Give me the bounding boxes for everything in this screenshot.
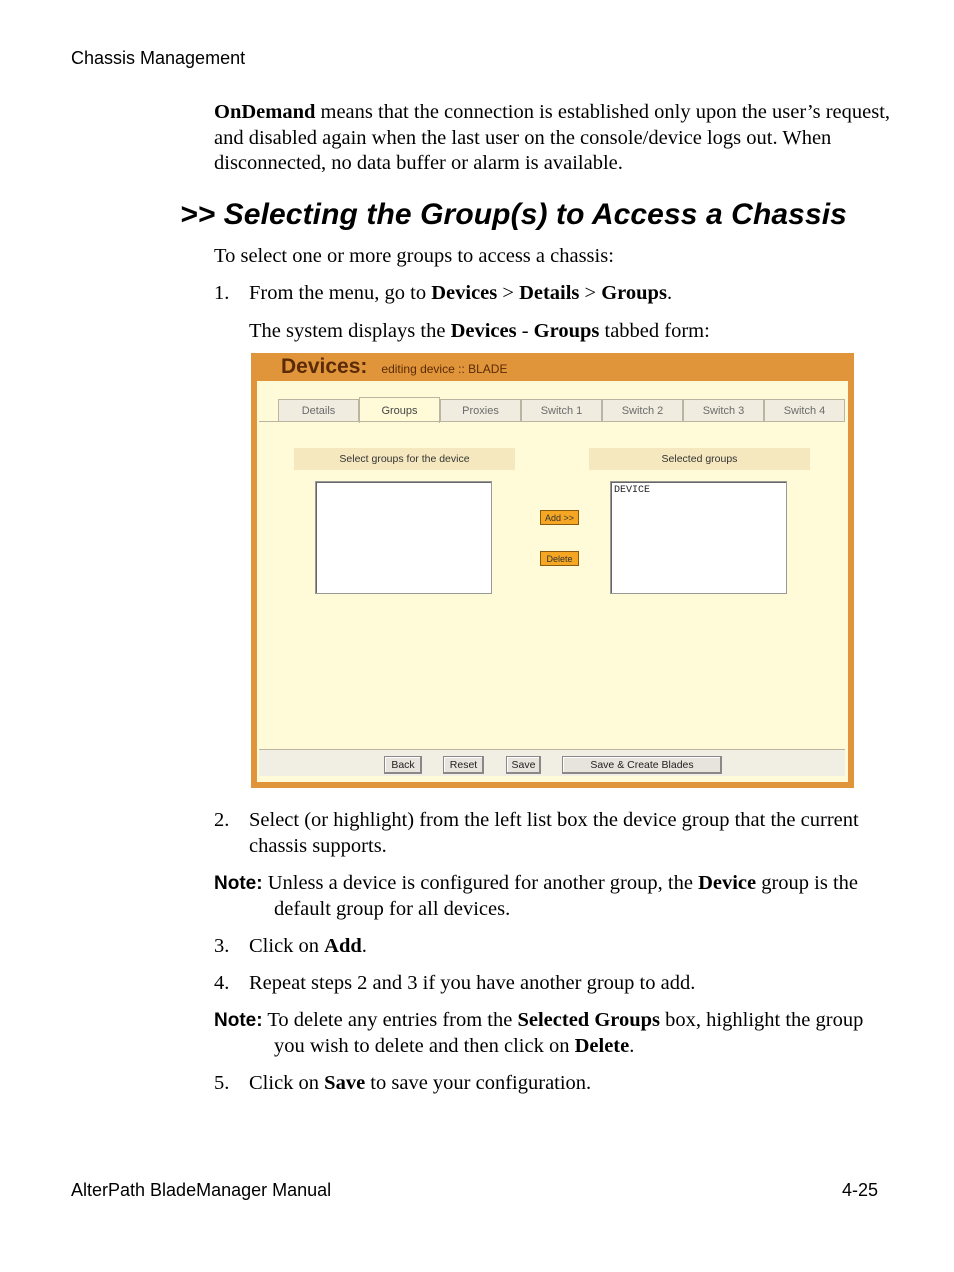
note-2 bbox=[214, 1008, 884, 1059]
step-text: Repeat steps 2 and 3 if you have another group to add. bbox=[249, 972, 696, 994]
punctuation: . bbox=[666, 282, 673, 304]
separator: > bbox=[579, 282, 602, 304]
tab-strip bbox=[272, 399, 845, 422]
note-device: Device bbox=[698, 872, 757, 894]
step-number: 2. bbox=[214, 809, 230, 831]
selected-groups-list[interactable] bbox=[610, 481, 787, 594]
punctuation: . bbox=[629, 1034, 635, 1057]
tab-details[interactable]: Details bbox=[278, 399, 359, 421]
footer-manual-title: AlterPath BladeManager Manual bbox=[71, 1180, 332, 1200]
step-text: Click on bbox=[249, 1072, 325, 1094]
lead-text: To select one or more groups to access a chassis: bbox=[214, 245, 614, 267]
add-button[interactable]: Add >> bbox=[540, 510, 579, 525]
section-heading: >> Selecting the Group(s) to Access a Chassis bbox=[180, 198, 847, 231]
form-panel bbox=[257, 381, 848, 782]
note-selected-groups: Selected Groups bbox=[517, 1009, 661, 1031]
tab-switch-1[interactable]: Switch 1 bbox=[521, 399, 602, 421]
intro-text: means that the connection is established only upon the user’s request, and disabled again when the last user on the console/device logs out. When disconnected, no data buffer or alarm is available. bbox=[214, 101, 891, 174]
save-create-blades-button[interactable]: Save & Create Blades bbox=[562, 756, 722, 774]
menu-devices: Devices bbox=[431, 282, 498, 304]
step-text: Click on bbox=[249, 935, 325, 957]
button-bar bbox=[259, 749, 845, 776]
step-number: 5. bbox=[214, 1072, 230, 1094]
sub-text: The system displays the bbox=[249, 320, 451, 342]
delete-button[interactable]: Delete bbox=[540, 551, 579, 566]
step-4 bbox=[214, 971, 884, 997]
form-devices: Devices bbox=[450, 320, 517, 342]
step-3 bbox=[214, 934, 884, 960]
form-groups: Groups bbox=[533, 320, 600, 342]
save-term: Save bbox=[324, 1072, 366, 1094]
note-label: Note: bbox=[214, 873, 263, 894]
tab-groups[interactable]: Groups bbox=[359, 397, 440, 423]
sub-text-end: tabbed form: bbox=[599, 320, 710, 342]
step-number: 4. bbox=[214, 972, 230, 994]
intro-term: OnDemand bbox=[214, 101, 316, 123]
running-header: Chassis Management bbox=[71, 48, 246, 68]
form-subtitle: editing device :: BLADE bbox=[381, 362, 508, 376]
tab-divider bbox=[259, 421, 845, 422]
separator: > bbox=[497, 282, 520, 304]
step-5 bbox=[214, 1071, 884, 1097]
list-item[interactable]: DEVICE bbox=[614, 485, 651, 496]
available-groups-heading: Select groups for the device bbox=[294, 448, 515, 470]
separator: - bbox=[516, 320, 534, 342]
add-term: Add bbox=[324, 935, 362, 957]
step-text: Select (or highlight) from the left list box the device group that the current chassis supports. bbox=[249, 809, 859, 857]
form-title bbox=[281, 355, 507, 379]
step-1-sub bbox=[249, 319, 710, 345]
devices-groups-screenshot bbox=[251, 353, 854, 788]
note-text: To delete any entries from the bbox=[262, 1009, 518, 1031]
back-button[interactable]: Back bbox=[384, 756, 422, 774]
menu-details: Details bbox=[519, 282, 580, 304]
available-groups-list[interactable] bbox=[315, 481, 492, 594]
step-1 bbox=[214, 281, 884, 307]
note-1 bbox=[214, 871, 884, 922]
note-text-end: group is the default group for all devices. bbox=[274, 872, 859, 920]
menu-groups: Groups bbox=[601, 282, 667, 304]
tab-proxies[interactable]: Proxies bbox=[440, 399, 521, 421]
step-text: From the menu, go to bbox=[249, 282, 432, 304]
intro-paragraph bbox=[214, 100, 894, 177]
note-text: Unless a device is configured for another group, the bbox=[262, 872, 699, 894]
form-title-main: Devices: bbox=[281, 355, 368, 378]
selected-groups-heading: Selected groups bbox=[589, 448, 810, 470]
note-label: Note: bbox=[214, 1010, 263, 1031]
footer-page-number: 4-25 bbox=[842, 1180, 879, 1200]
note-delete: Delete bbox=[574, 1034, 630, 1057]
step-2 bbox=[214, 808, 884, 859]
punctuation: . bbox=[361, 935, 367, 957]
step-text-end: to save your configuration. bbox=[365, 1072, 592, 1094]
step-number: 3. bbox=[214, 935, 230, 957]
tab-switch-2[interactable]: Switch 2 bbox=[602, 399, 683, 421]
step-number: 1. bbox=[214, 282, 230, 304]
save-button[interactable]: Save bbox=[506, 756, 541, 774]
note-text-mid: box, highlight the group you wish to delete and then click on bbox=[274, 1009, 864, 1057]
tab-switch-3[interactable]: Switch 3 bbox=[683, 399, 764, 421]
tab-switch-4[interactable]: Switch 4 bbox=[764, 399, 845, 421]
reset-button[interactable]: Reset bbox=[443, 756, 484, 774]
